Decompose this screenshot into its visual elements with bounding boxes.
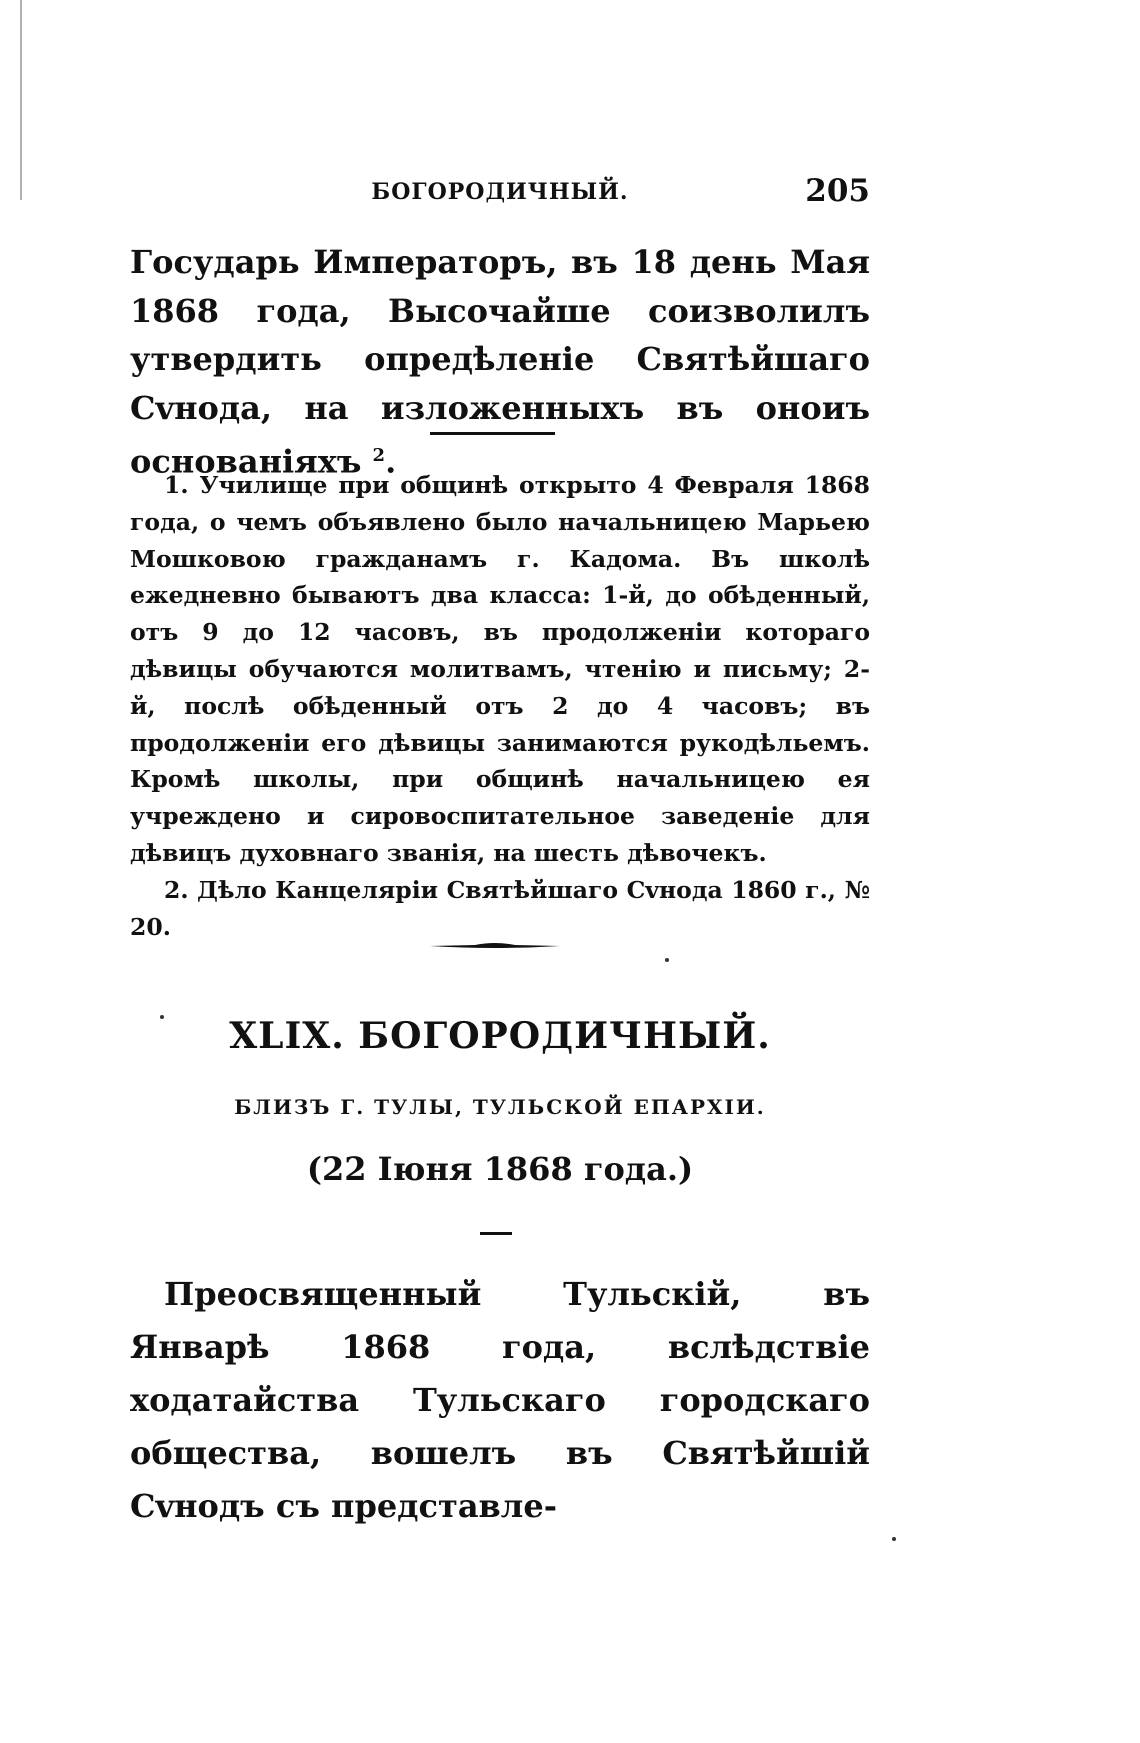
page-number: 205	[805, 173, 870, 209]
section-location: БЛИЗЪ Г. ТУЛЫ, ТУЛЬСКОЙ ЕПАРХІИ.	[234, 1095, 766, 1119]
scan-speck	[665, 958, 669, 962]
section-body: Преосвященный Тульскій, въ Январѣ 1868 года, вслѣдствіе ходатайства Тульскаго городскаго общества, вошелъ въ Святѣйшій Сvнодъ съ представле-	[130, 1275, 870, 1525]
page-header	[130, 175, 870, 215]
running-head: БОГОРОДИЧНЫЙ.	[371, 179, 629, 205]
section-heading: XLIX. БОГОРОДИЧНЫЙ.	[229, 1015, 771, 1057]
footnote-1: 1. Училище при общинѣ открыто 4 Февраля 1868 года, о чемъ объявлено было начальницею Марьею Мошковою гражданамъ г. Кадома. Въ школѣ ежедневно бываютъ два класса: 1-й, до обѣденный, отъ 9 до 12 часовъ, въ продолженіи котораго дѣвицы обучаются молитвамъ, чтенію и письму; 2-й, послѣ обѣденный отъ 2 до 4 часовъ; въ продолженіи его дѣвицы занимаются рукодѣльемъ. Кромѣ школы, при общинѣ начальницею ея учреждено и сировоспитательное заведеніе для дѣвицъ духовнаго званія, на шесть дѣвочекъ.	[130, 471, 870, 867]
main-paragraph-text: Государь Императоръ, въ 18 день Мая 1868 года, Высочайше соизволилъ утвердить опредѣленіе Святѣйшаго Сvнода, на изложенныхъ въ оноиъ основаніяхъ	[130, 243, 870, 481]
section-dash	[480, 1232, 512, 1235]
main-paragraph	[130, 238, 870, 486]
section-date: (22 Іюня 1868 года.)	[306, 1150, 694, 1188]
scan-speck	[160, 1015, 164, 1019]
footnote-reference: 2	[372, 445, 386, 466]
main-paragraph-end: .	[385, 442, 397, 481]
scan-edge-mark	[20, 0, 22, 200]
scan-speck	[892, 1537, 896, 1541]
footnote-separator-rule	[430, 432, 555, 435]
footnotes	[130, 467, 870, 945]
footnote-2: 2. Дѣло Канцеляріи Святѣйшаго Сvнода 1860 г., № 20.	[130, 875, 870, 941]
ornamental-rule	[430, 940, 560, 952]
